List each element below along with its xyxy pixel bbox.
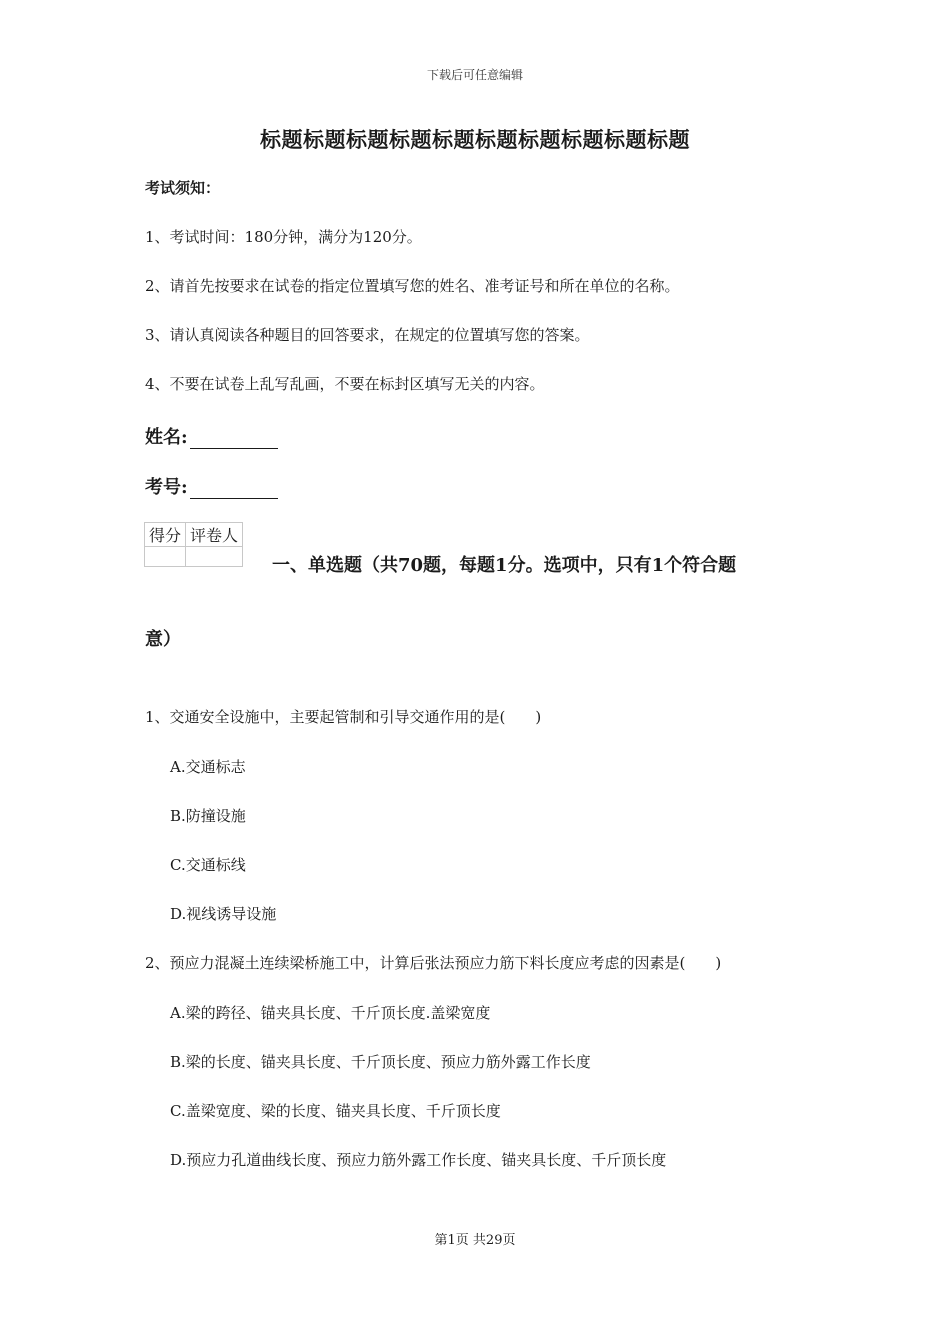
section-title: 一、单选题（共70题，每题1分。选项中，只有1个符合题 (272, 555, 737, 576)
question-1: 1、交通安全设施中，主要起管制和引导交通作用的是( ) (145, 708, 542, 726)
question-1-option-d: D.视线诱导设施 (170, 905, 277, 923)
notice-item: 3、请认真阅读各种题目的回答要求，在规定的位置填写您的答案。 (145, 326, 590, 344)
score-cell (145, 547, 186, 567)
notice-item: 1、考试时间：180分钟，满分为120分。 (145, 228, 422, 246)
id-blank[interactable] (190, 480, 278, 499)
section-title-continued: 意） (145, 629, 181, 650)
id-label: 考号: (145, 477, 188, 498)
score-header: 得分 (145, 523, 186, 547)
notice-item: 2、请首先按要求在试卷的指定位置填写您的姓名、准考证号和所在单位的名称。 (145, 277, 680, 295)
question-2-option-a: A.梁的跨径、锚夹具长度、千斤顶长度.盖梁宽度 (170, 1004, 491, 1022)
name-field (145, 423, 278, 449)
question-1-option-c: C.交通标线 (170, 856, 246, 874)
page-footer: 第1页 共29页 (434, 1233, 516, 1248)
id-field (145, 473, 278, 499)
question-2-option-c: C.盖梁宽度、梁的长度、锚夹具长度、千斤顶长度 (170, 1102, 501, 1120)
notice-item: 4、不要在试卷上乱写乱画，不要在标封区填写无关的内容。 (145, 375, 545, 393)
question-1-option-b: B.防撞设施 (170, 807, 246, 825)
notice-heading: 考试须知： (145, 179, 221, 197)
header-note: 下载后可任意编辑 (426, 68, 523, 82)
name-label: 姓名: (145, 427, 188, 448)
score-table (144, 522, 243, 567)
question-2-option-d: D.预应力孔道曲线长度、预应力筋外露工作长度、锚夹具长度、千斤顶长度 (170, 1151, 667, 1169)
page-title: 标题标题标题标题标题标题标题标题标题标题 (260, 127, 690, 152)
name-blank[interactable] (190, 430, 278, 449)
question-2: 2、预应力混凝土连续梁桥施工中，计算后张法预应力筋下料长度应考虑的因素是( ) (145, 954, 722, 972)
question-1-option-a: A.交通标志 (170, 758, 246, 776)
question-2-option-b: B.梁的长度、锚夹具长度、千斤顶长度、预应力筋外露工作长度 (170, 1053, 591, 1071)
grader-header: 评卷人 (186, 523, 243, 547)
grader-cell (186, 547, 243, 567)
